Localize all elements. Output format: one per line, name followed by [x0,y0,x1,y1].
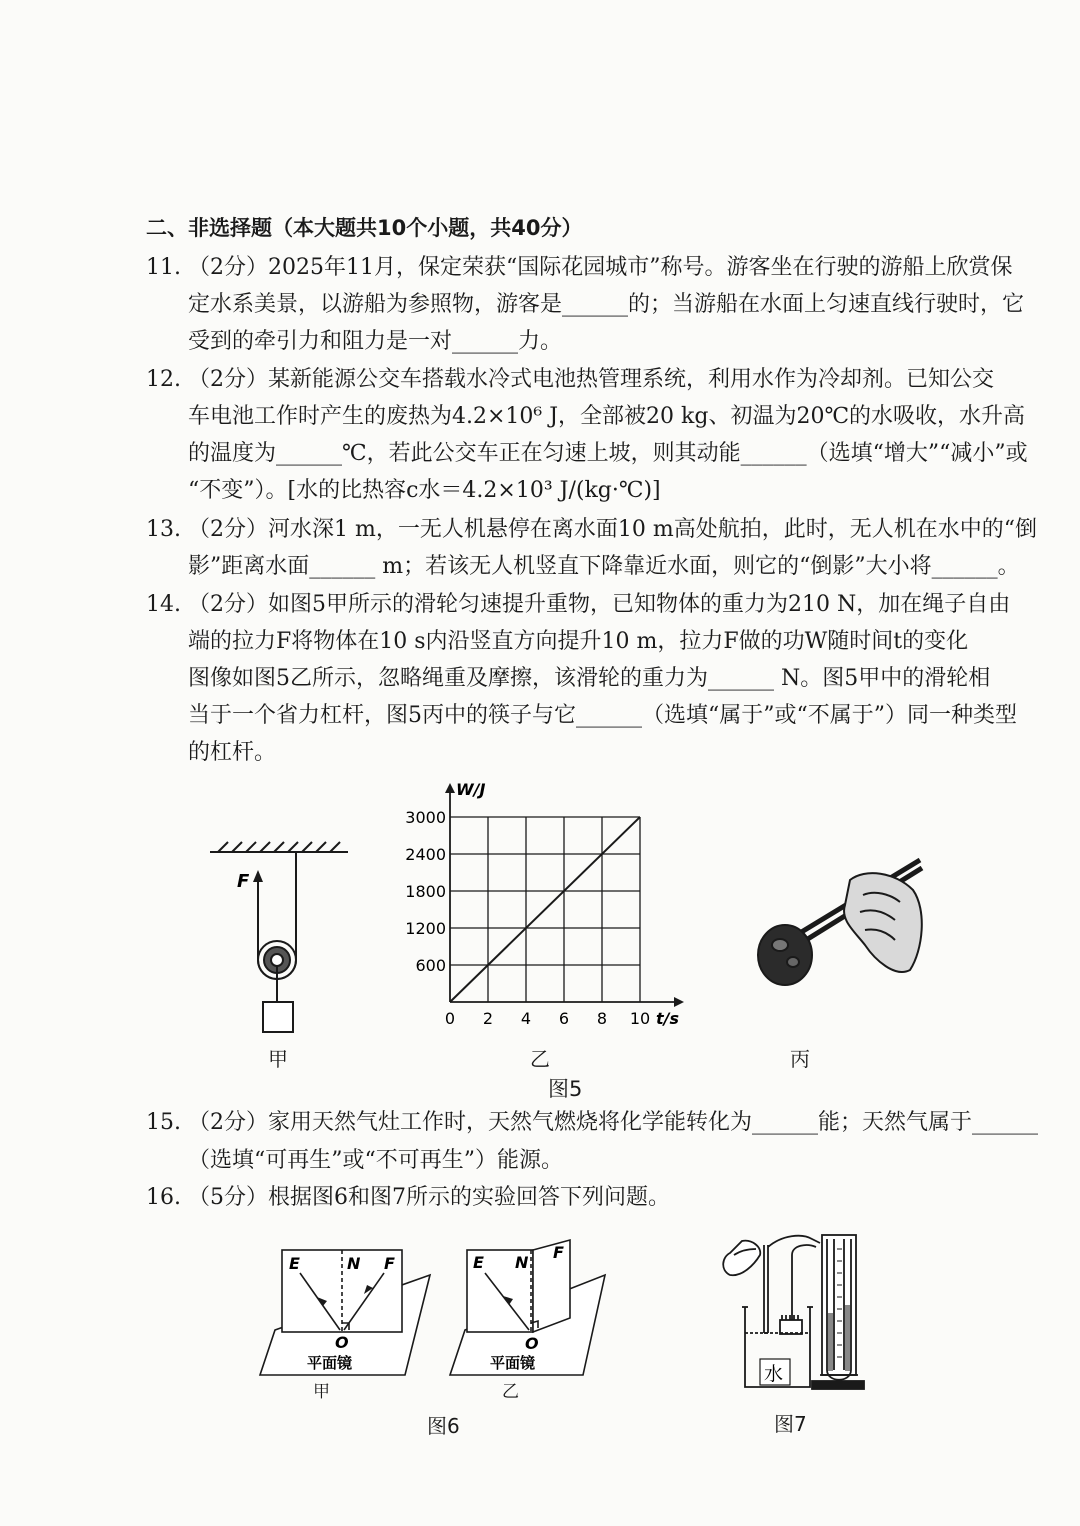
question-number-16: 16. [146,1185,181,1210]
q12-line-2: 车电池工作时产生的废热为4.2×10⁶ J，全部被20 kg、初温为20℃的水吸收，水升高 [188,404,1026,429]
section-heading: 二、非选择题（本大题共10个小题，共40分） [146,216,583,240]
q11-line-2: 定水系美景，以游船为参照物，游客是______的；当游船在水面上匀速直线行驶时，它 [188,292,1025,317]
figure6-jia [255,1245,435,1380]
fig6-jia-n: N [347,1254,361,1273]
q11-line-1: （2分）2025年11月，保定荣获“国际花园城市”称号。游客坐在行驶的游船上欣赏保 [188,255,1013,280]
x-axis-label: t/s [656,1009,680,1028]
fig6-jia-mirror: 平面镜 [307,1354,353,1372]
q13-line-1: （2分）河水深1 m，一无人机悬停在离水面10 m高处航拍，此时，无人机在水中的“倒 [188,517,1037,542]
figure6-jia-label: 甲 [313,1382,330,1402]
figure7-apparatus [712,1225,872,1395]
figure5-yi-chart [395,780,695,1030]
x-tick-label-2: 2 [482,1009,494,1028]
force-label-f: F [237,871,250,892]
figure5-jia-label: 甲 [268,1047,288,1071]
figure5-bing-label: 丙 [790,1047,810,1071]
question-number-12: 12. [146,367,181,392]
q14-line-4: 当于一个省力杠杆，图5丙中的筷子与它______（选填“属于”或“不属于”）同一种类型 [188,703,1017,728]
y-axis-label: W/J [456,780,486,799]
y-axis-arrow [445,783,455,793]
y-tick-label-600: 600 [415,956,446,975]
y-tick-label-1800: 1800 [405,882,446,901]
series-line-W [450,817,640,1002]
q15-line-1: （2分）家用天然气灶工作时，天然气燃烧将化学能转化为______能；天然气属于______ [188,1110,1038,1135]
y-tick-label-3000: 3000 [405,808,446,827]
fig6-jia-o: O [335,1333,349,1352]
q16-line-1: （5分）根据图6和图7所示的实验回答下列问题。 [188,1185,670,1210]
figure6-yi [445,1238,610,1380]
fig6-yi-o: O [525,1334,539,1353]
fig6-yi-f: F [553,1243,564,1262]
fig6-jia-e: E [289,1254,300,1273]
question-number-14: 14. [146,592,181,617]
q14-line-3: 图像如图5乙所示，忽略绳重及摩擦，该滑轮的重力为______ N。图5甲中的滑轮相 [188,666,991,691]
x-tick-label-0: 0 [444,1009,456,1028]
question-number-13: 13. [146,517,181,542]
question-number-11: 11. [146,255,181,280]
q13-line-2: 影”距离水面______ m；若该无人机竖直下降靠近水面，则它的“倒影”大小将______。 [188,554,1020,579]
figure5-bing-chopsticks [745,850,930,1000]
y-tick-label-1200: 1200 [405,919,446,938]
q11-line-3: 受到的牵引力和阻力是一对______力。 [188,329,563,354]
q12-line-4: “不变”）。[水的比热容c水＝4.2×10³ J/(kg·℃)] [188,478,661,503]
q12-line-3: 的温度为______℃，若此公交车正在匀速上坡，则其动能______（选填“增大”“减小”或 [188,441,1028,466]
q14-line-1: （2分）如图5甲所示的滑轮匀速提升重物，已知物体的重力为210 N，加在绳子自由 [188,592,1011,617]
chart-series [450,817,640,1002]
figure5-jia-pulley [200,830,360,1040]
fig6-yi-e: E [473,1253,484,1272]
figure5-caption: 图5 [548,1077,583,1101]
figure6-yi-label: 乙 [502,1382,519,1402]
q14-line-2: 端的拉力F将物体在10 s内沿竖直方向提升10 m，拉力F做的功W随时间t的变化 [188,629,969,654]
q14-line-5: 的杠杆。 [188,740,277,765]
x-tick-label-6: 6 [558,1009,570,1028]
x-axis-arrow [674,997,684,1007]
x-tick-label-4: 4 [520,1009,532,1028]
fig6-jia-f: F [384,1254,395,1273]
q15-line-2: （选填“可再生”或“不可再生”）能源。 [188,1148,563,1173]
x-tick-label-8: 8 [596,1009,608,1028]
fig6-yi-n: N [515,1253,529,1272]
fig6-yi-mirror: 平面镜 [490,1354,536,1372]
figure6-caption: 图6 [427,1414,460,1438]
figure7-caption: 图7 [774,1412,807,1436]
q12-line-1: （2分）某新能源公交车搭载水冷式电池热管理系统，利用水作为冷却剂。已知公交 [188,367,994,392]
figure5-yi-label: 乙 [530,1047,550,1071]
question-number-15: 15. [146,1110,181,1135]
y-tick-label-2400: 2400 [405,845,446,864]
x-tick-label-10: 10 [629,1009,651,1028]
fig7-water-label: 水 [764,1363,784,1385]
